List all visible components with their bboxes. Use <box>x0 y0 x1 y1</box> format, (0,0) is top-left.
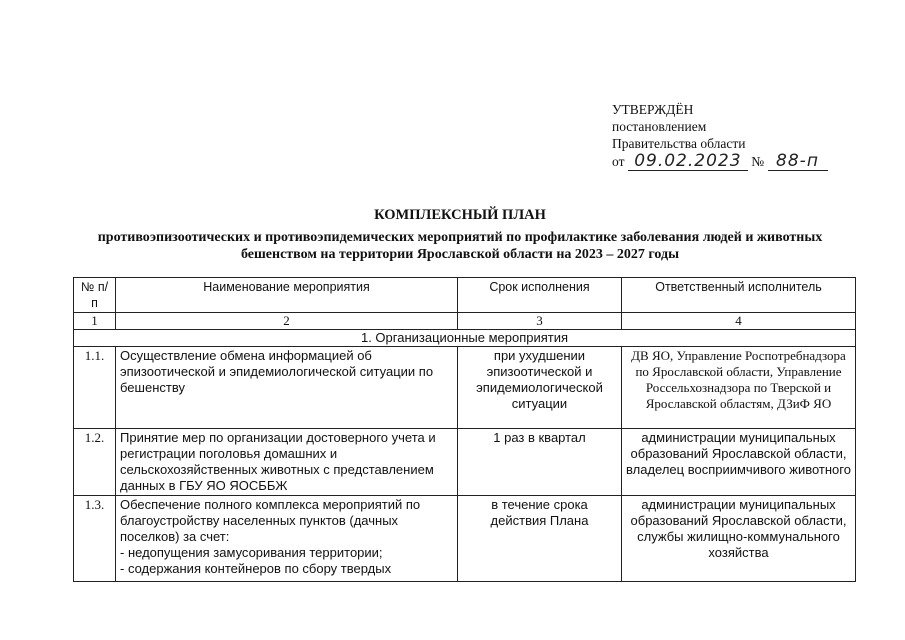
column-number: 2 <box>116 313 458 330</box>
row-executor: ДВ ЯО, Управление Роспотребнадзора по Ярославской области, Управление Россельхознадзора по Тверской и Ярославской областям, ДЗиФ ЯО <box>622 347 856 429</box>
row-name: Осуществление обмена информацией об эпизоотической и эпидемиологической ситуации по бешенству <box>116 347 458 429</box>
row-term: в течение срока действия Плана <box>458 496 622 582</box>
row-number: 1.3. <box>74 496 116 582</box>
row-number: 1.2. <box>74 429 116 496</box>
approval-line-1: УТВЕРЖДЁН <box>612 102 694 117</box>
header-row <box>74 278 856 313</box>
row-name-line: - недопущения замусоривания территории; <box>120 545 383 560</box>
column-number: 1 <box>74 313 116 330</box>
section-row <box>74 330 856 347</box>
row-name-line: Обеспечение полного комплекса мероприятий по благоустройству населенных пунктов (дачных поселков) за счет: <box>120 497 421 544</box>
row-executor: администрации муниципальных образований Ярославской области, владелец восприимчивого животного <box>622 429 856 496</box>
row-name-line: - содержания контейнеров по сбору твердых <box>120 561 392 576</box>
row-executor: администрации муниципальных образований Ярославской области, службы жилищно-коммунального хозяйства <box>622 496 856 582</box>
header-name: Наименование мероприятия <box>116 278 458 313</box>
document-title <box>60 207 860 263</box>
column-number-row <box>74 313 856 330</box>
row-term: 1 раз в квартал <box>458 429 622 496</box>
handwritten-date: 09.02.2023 <box>628 152 748 171</box>
number-prefix: № <box>751 154 765 169</box>
approval-date-line <box>612 152 872 171</box>
row-number: 1.1. <box>74 347 116 429</box>
approval-stamp <box>612 101 872 171</box>
approval-line-2: постановлением <box>612 119 707 134</box>
title-main: КОМПЛЕКСНЫЙ ПЛАН <box>374 207 546 223</box>
row-name: Принятие мер по организации достоверного учета и регистрации поголовья домашних и сельскохозяйственных животных с представлением данных в ГБУ ЯО ЯОСББЖ <box>116 429 458 496</box>
plan-table <box>73 277 856 582</box>
column-number: 4 <box>622 313 856 330</box>
approval-line-3: Правительства области <box>612 136 746 151</box>
row-name <box>116 496 458 582</box>
handwritten-number: 88-п <box>768 152 828 171</box>
title-subtitle-line-1: противоэпизоотических и противоэпидемических мероприятий по профилактике заболевания людей и животных <box>97 230 823 245</box>
header-term: Срок исполнения <box>458 278 622 313</box>
header-executor: Ответственный исполнитель <box>622 278 856 313</box>
date-prefix: от <box>612 154 625 169</box>
table-row <box>74 429 856 496</box>
row-term: при ухудшении эпизоотической и эпидемиологической ситуации <box>458 347 622 429</box>
header-number: № п/п <box>74 278 116 313</box>
title-subtitle-line-2: бешенством на территории Ярославской области на 2023 – 2027 годы <box>240 247 680 262</box>
table-row <box>74 347 856 429</box>
section-title: 1. Организационные мероприятия <box>74 330 856 347</box>
table-row <box>74 496 856 582</box>
column-number: 3 <box>458 313 622 330</box>
